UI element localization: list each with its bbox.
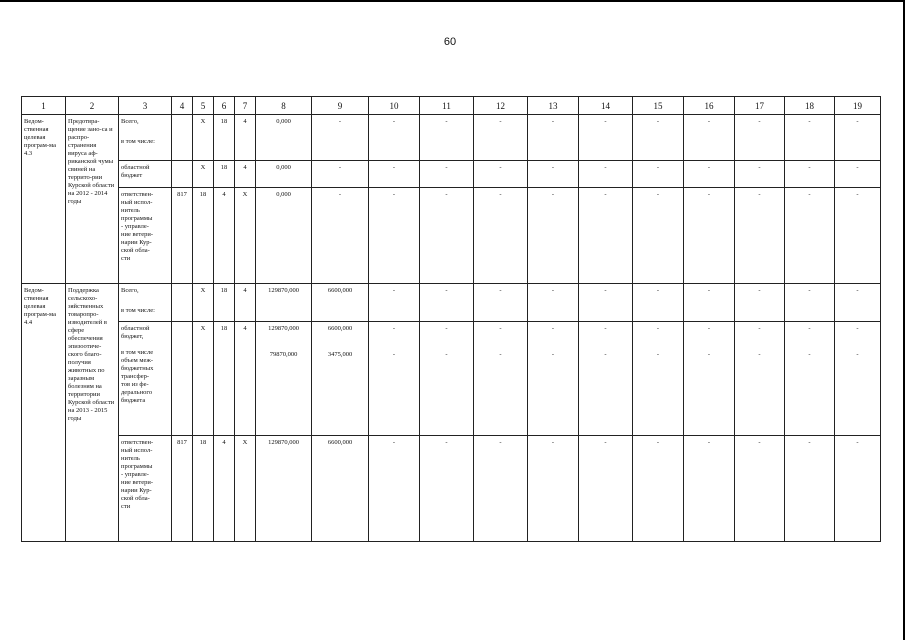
empty-value-cell: - (369, 284, 420, 322)
table-row (22, 161, 881, 188)
column-header: 14 (579, 97, 633, 115)
amount-cell: 6600,000 3475,000 (312, 322, 369, 436)
column-header: 10 (369, 97, 420, 115)
code-cell: 4 (235, 115, 256, 161)
code-cell: Х (193, 284, 214, 322)
code-cell: Х (235, 436, 256, 542)
code-cell: 18 (193, 436, 214, 542)
table-row (22, 322, 881, 436)
column-header: 12 (474, 97, 528, 115)
header-row (22, 97, 881, 115)
empty-value-cell: - - (474, 322, 528, 436)
empty-value-cell: - - (835, 322, 881, 436)
amount-cell: 6600,000 (312, 284, 369, 322)
column-header: 17 (735, 97, 785, 115)
amount-cell: - (312, 161, 369, 188)
empty-value-cell: - (579, 188, 633, 284)
empty-value-cell: - (528, 161, 579, 188)
empty-value-cell: - (684, 188, 735, 284)
funding-source-cell: ответствен- ный испол- нитель программы - управле- ние ветери- нарии Кур- ской обла- сти (119, 436, 172, 542)
program-description-cell: Предотвра-щение зано-са и распро-странения вируса аф-риканской чумы свиней на террито-рии Курской области на 2012 - 2014 годы (66, 115, 119, 284)
empty-value-cell: - (420, 161, 474, 188)
empty-value-cell: - (420, 284, 474, 322)
code-cell: Х (235, 188, 256, 284)
code-cell: 4 (235, 284, 256, 322)
amount-cell: 0,000 (256, 161, 312, 188)
empty-value-cell: - (579, 436, 633, 542)
column-header: 7 (235, 97, 256, 115)
table-row (22, 436, 881, 542)
empty-value-cell: - (474, 115, 528, 161)
column-header: 18 (785, 97, 835, 115)
empty-value-cell: - (633, 436, 684, 542)
empty-value-cell: - (785, 436, 835, 542)
program-code-cell: Ведом-ственная целевая програм-ма 4.3 (22, 115, 66, 284)
funding-source-cell: областной бюджет, в том числе объем меж- бюджетных трансфер- тов из фе- дерального бюджета (119, 322, 172, 436)
code-cell: 18 (193, 188, 214, 284)
empty-value-cell: - (528, 115, 579, 161)
empty-value-cell: - (684, 161, 735, 188)
empty-value-cell: - (785, 115, 835, 161)
empty-value-cell: - (785, 284, 835, 322)
empty-value-cell: - (369, 188, 420, 284)
code-cell (172, 284, 193, 322)
empty-value-cell: - (579, 161, 633, 188)
empty-value-cell: - (633, 188, 684, 284)
code-cell: 18 (214, 161, 235, 188)
column-header: 2 (66, 97, 119, 115)
amount-cell: - (312, 115, 369, 161)
code-cell: 4 (214, 188, 235, 284)
empty-value-cell: - (474, 436, 528, 542)
empty-value-cell: - (835, 161, 881, 188)
column-header: 5 (193, 97, 214, 115)
table-row (22, 188, 881, 284)
program-code-cell: Ведом-ственная целевая програм-ма 4.4 (22, 284, 66, 542)
table-row (22, 115, 881, 161)
empty-value-cell: - (420, 436, 474, 542)
empty-value-cell: - - (528, 322, 579, 436)
budget-table (21, 96, 881, 542)
empty-value-cell: - (735, 284, 785, 322)
empty-value-cell: - (579, 115, 633, 161)
empty-value-cell: - - (785, 322, 835, 436)
empty-value-cell: - (633, 115, 684, 161)
empty-value-cell: - (835, 188, 881, 284)
column-header: 11 (420, 97, 474, 115)
empty-value-cell: - (528, 188, 579, 284)
code-cell: 18 (214, 115, 235, 161)
column-header: 19 (835, 97, 881, 115)
empty-value-cell: - - (579, 322, 633, 436)
empty-value-cell: - (474, 284, 528, 322)
code-cell: Х (193, 322, 214, 436)
code-cell: 4 (235, 322, 256, 436)
empty-value-cell: - (735, 188, 785, 284)
code-cell (172, 115, 193, 161)
empty-value-cell: - (474, 161, 528, 188)
empty-value-cell: - (420, 188, 474, 284)
column-header: 13 (528, 97, 579, 115)
empty-value-cell: - (579, 284, 633, 322)
column-header: 6 (214, 97, 235, 115)
empty-value-cell: - (633, 284, 684, 322)
empty-value-cell: - (785, 161, 835, 188)
code-cell (172, 161, 193, 188)
table-row (22, 284, 881, 322)
funding-source-cell: ответствен- ный испол- нитель программы - управле- ние ветери- нарии Кур- ской обла- сти (119, 188, 172, 284)
empty-value-cell: - (735, 436, 785, 542)
amount-cell: 0,000 (256, 188, 312, 284)
funding-source-cell: Всего, в том числе: (119, 115, 172, 161)
empty-value-cell: - (684, 284, 735, 322)
empty-value-cell: - (633, 161, 684, 188)
empty-value-cell: - (369, 436, 420, 542)
code-cell: Х (193, 115, 214, 161)
empty-value-cell: - (835, 115, 881, 161)
empty-value-cell: - (835, 284, 881, 322)
column-header: 8 (256, 97, 312, 115)
column-header: 4 (172, 97, 193, 115)
amount-cell: 129870,000 (256, 436, 312, 542)
amount-cell: 6600,000 (312, 436, 369, 542)
amount-cell: 129870,000 (256, 284, 312, 322)
column-header: 3 (119, 97, 172, 115)
page-number: 60 (443, 36, 457, 48)
empty-value-cell: - (369, 115, 420, 161)
column-header: 16 (684, 97, 735, 115)
funding-source-cell: Всего, в том числе: (119, 284, 172, 322)
empty-value-cell: - - (369, 322, 420, 436)
code-cell: 18 (214, 322, 235, 436)
amount-cell: - (312, 188, 369, 284)
empty-value-cell: - (684, 436, 735, 542)
scan-border-top (0, 0, 905, 2)
empty-value-cell: - (474, 188, 528, 284)
code-cell: 4 (214, 436, 235, 542)
column-header: 9 (312, 97, 369, 115)
funding-source-cell: областной бюджет (119, 161, 172, 188)
empty-value-cell: - (785, 188, 835, 284)
code-cell: 817 (172, 436, 193, 542)
empty-value-cell: - (528, 284, 579, 322)
empty-value-cell: - (835, 436, 881, 542)
empty-value-cell: - - (684, 322, 735, 436)
empty-value-cell: - (528, 436, 579, 542)
empty-value-cell: - - (420, 322, 474, 436)
amount-cell: 129870,000 79870,000 (256, 322, 312, 436)
empty-value-cell: - (684, 115, 735, 161)
program-description-cell: Поддержка сельскохо-зяйственных товаропро-изводителей в сфере обеспечения эпизоотиче-ского благо-получия животных по заразным болезням на территории Курской области на 2013 - 2015 годы (66, 284, 119, 542)
code-cell: 4 (235, 161, 256, 188)
empty-value-cell: - (735, 115, 785, 161)
empty-value-cell: - - (633, 322, 684, 436)
empty-value-cell: - - (735, 322, 785, 436)
empty-value-cell: - (369, 161, 420, 188)
code-cell: Х (193, 161, 214, 188)
amount-cell: 0,000 (256, 115, 312, 161)
column-header: 1 (22, 97, 66, 115)
empty-value-cell: - (735, 161, 785, 188)
code-cell: 817 (172, 188, 193, 284)
empty-value-cell: - (420, 115, 474, 161)
code-cell: 18 (214, 284, 235, 322)
column-header: 15 (633, 97, 684, 115)
code-cell (172, 322, 193, 436)
